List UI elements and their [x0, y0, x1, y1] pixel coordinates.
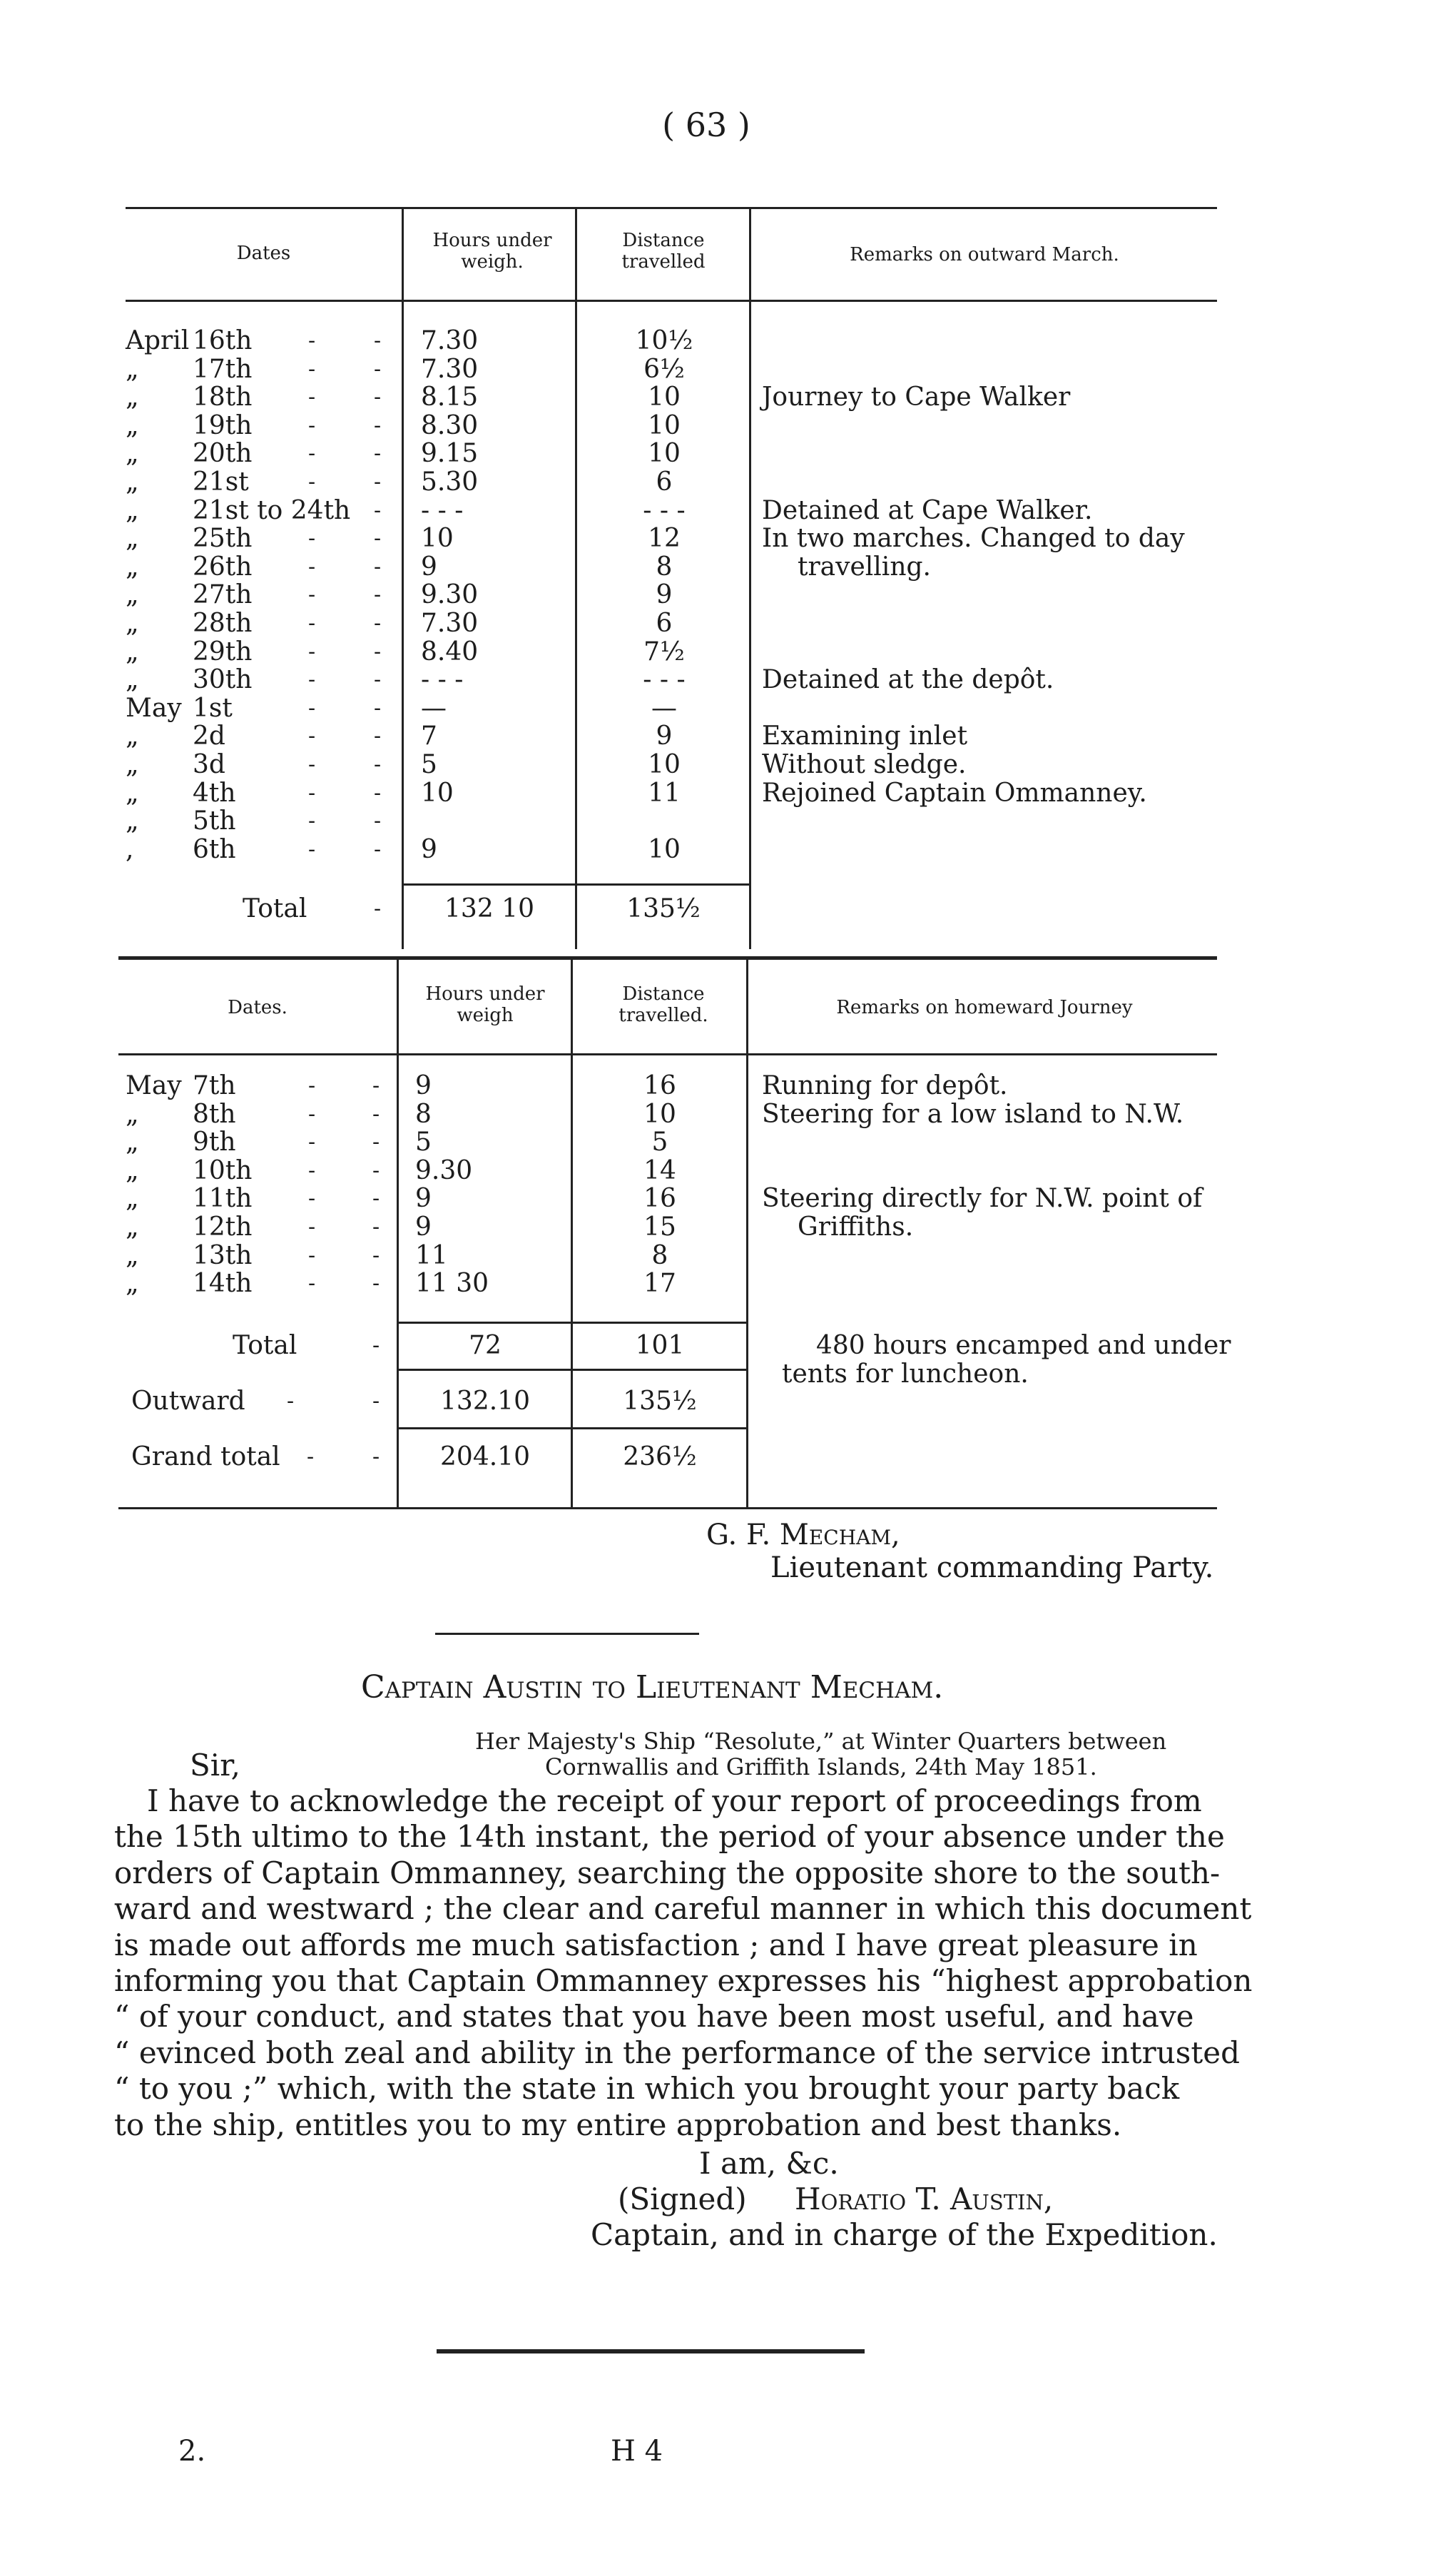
dash-leader: - [308, 582, 316, 608]
row-hours: - - - [421, 665, 464, 695]
row-hours: 8 [415, 1099, 432, 1129]
row-distance: - - - [643, 495, 686, 525]
letter-signed: (Signed) [618, 2182, 747, 2216]
row-hours: 8.15 [421, 382, 479, 412]
total-hours: 132 10 [444, 894, 534, 923]
row-date-prefix: „ [126, 1212, 139, 1242]
row-date-prefix: „ [126, 1128, 139, 1157]
row-hours: 9.15 [421, 439, 479, 469]
table-rule [402, 883, 751, 886]
row-date-prefix: , [126, 834, 134, 864]
total-label: Total [233, 1331, 297, 1360]
column-divider [402, 207, 404, 949]
row-remark: Examining inlet [762, 721, 968, 751]
dash-leader: - [308, 667, 316, 693]
table-rule [118, 956, 1217, 960]
letter-address-line: Her Majesty's Ship “Resolute,” at Winter Quarters between [475, 1728, 1167, 1755]
dash-leader: - [308, 780, 316, 806]
letter-heading-text: Captain Austin to Lieutenant Mecham. [361, 1669, 944, 1706]
row-date-prefix: April [126, 326, 190, 355]
total-distance: 101 [635, 1331, 685, 1360]
row-hours: 10 [421, 524, 454, 554]
table-rule [397, 1427, 748, 1429]
row-hours: 8.40 [421, 637, 479, 667]
dash-leader: - [308, 695, 316, 721]
row-distance: 10 [643, 1099, 676, 1129]
row-distance: 15 [643, 1212, 676, 1242]
row-date-prefix: „ [126, 665, 139, 695]
outward-hours: 132.10 [440, 1387, 530, 1416]
row-date: 3d [193, 750, 225, 779]
row-date-prefix: „ [126, 354, 139, 384]
column-header-remarks: Remarks on homeward Journey [836, 997, 1133, 1018]
row-remark: Rejoined Captain Ommanney. [762, 778, 1147, 808]
dash-leader: - [374, 441, 382, 467]
row-date-prefix: „ [126, 1099, 139, 1129]
row-date-prefix: „ [126, 1269, 139, 1299]
dash-leader: - [308, 1271, 316, 1297]
row-distance: 16 [643, 1071, 676, 1100]
dash-leader: - [308, 554, 316, 579]
row-date: 19th [193, 410, 253, 440]
row-date: 13th [193, 1240, 253, 1270]
row-hours: 11 30 [415, 1269, 489, 1299]
row-hours: 5.30 [421, 467, 479, 497]
letter-body-line: informing you that Captain Ommanney expresses his “highest approbation [114, 1963, 1253, 1998]
row-distance: 12 [648, 524, 681, 554]
dash-leader: - [374, 385, 382, 410]
row-date-prefix: „ [126, 552, 139, 582]
page-number: ( 63 ) [662, 106, 750, 144]
grand-total-distance: 236½ [623, 1442, 697, 1471]
row-hours: 7.30 [421, 326, 479, 355]
row-remark: Detained at Cape Walker. [762, 495, 1093, 525]
row-date: 2d [193, 721, 225, 751]
row-distance: 16 [643, 1184, 676, 1214]
dash-leader: - [374, 611, 382, 636]
row-date-prefix: „ [126, 778, 139, 808]
dash-leader: - [308, 611, 316, 636]
letter-salutation: Sir, [190, 1748, 241, 1783]
total-label: Total [243, 894, 307, 923]
sheet-mark: H 4 [611, 2435, 663, 2468]
row-distance: 10 [648, 410, 681, 440]
dash-leader: - [372, 1389, 380, 1414]
row-date: 16th [193, 326, 253, 355]
row-date-prefix: „ [126, 439, 139, 469]
signature-title: Lieutenant commanding Party. [770, 1551, 1214, 1584]
dash-leader: - [308, 836, 316, 862]
column-divider [575, 207, 577, 949]
row-hours: 9 [415, 1184, 432, 1214]
row-date: 7th [193, 1071, 236, 1100]
row-date-prefix: „ [126, 467, 139, 497]
outward-label: Outward [131, 1387, 245, 1416]
row-hours: 10 [421, 778, 454, 808]
dash-leader: - [374, 724, 382, 749]
letter-body-line: “ to you ;” which, with the state in which you brought your party back [114, 2071, 1180, 2107]
row-remark: Journey to Cape Walker [762, 382, 1071, 412]
row-remark: Steering for a low island to N.W. [762, 1099, 1184, 1129]
dash-leader: - [374, 356, 382, 382]
row-distance: - - - [643, 665, 686, 695]
row-hours: 9.30 [421, 580, 479, 610]
column-header-distance: Distance travelled. [618, 983, 708, 1026]
row-date: 6th [193, 834, 236, 864]
column-header-hours: Hours under weigh. [432, 230, 552, 273]
row-hours: 11 [415, 1240, 448, 1270]
row-hours: 9 [421, 834, 437, 864]
letter-closing: I am, &c. [699, 2146, 839, 2181]
dash-leader: - [308, 639, 316, 664]
dash-leader: - [308, 1186, 316, 1212]
row-hours: 5 [421, 750, 437, 779]
row-distance: 10 [648, 439, 681, 469]
row-hours: 5 [415, 1128, 432, 1157]
dash-leader: - [374, 526, 382, 552]
dash-leader: - [307, 1444, 315, 1469]
row-hours: 9 [415, 1212, 432, 1242]
row-hours: 9 [415, 1071, 432, 1100]
row-distance: 10½ [635, 326, 693, 355]
column-header-remarks: Remarks on outward March. [850, 244, 1119, 265]
signature-name: G. F. Mecham, [706, 1519, 900, 1551]
row-date: 5th [193, 806, 236, 836]
row-remark: Griffiths. [798, 1212, 914, 1242]
dash-leader: - [308, 470, 316, 495]
row-date: 26th [193, 552, 253, 582]
table-rule [397, 1369, 748, 1371]
letter-body-line: “ evinced both zeal and ability in the performance of the service intrusted [114, 2035, 1240, 2070]
row-distance: 6½ [643, 354, 685, 384]
row-date: 14th [193, 1269, 253, 1299]
row-date: 10th [193, 1155, 253, 1185]
row-date-prefix: „ [126, 524, 139, 554]
dash-leader: - [308, 724, 316, 749]
letter-signer: Horatio T. Austin, [795, 2182, 1054, 2216]
row-hours: - - - [421, 495, 464, 525]
dash-leader: - [374, 328, 382, 353]
total-remark: 480 hours encamped and under [816, 1331, 1231, 1360]
dash-leader: - [308, 809, 316, 834]
letter-heading [361, 1670, 943, 1706]
dash-leader: - [308, 752, 316, 777]
table-rule [397, 1322, 748, 1324]
row-distance: 5 [651, 1128, 668, 1157]
row-distance: 8 [651, 1240, 668, 1270]
table-rule [118, 1053, 1217, 1055]
row-date: 21st [193, 467, 249, 497]
dash-leader: - [374, 412, 382, 438]
column-divider [746, 959, 748, 1509]
dash-leader: - [308, 385, 316, 410]
dash-leader: - [372, 1130, 380, 1155]
row-hours: 7 [421, 721, 437, 751]
dash-leader: - [374, 582, 382, 608]
row-distance: 6 [656, 467, 673, 497]
dash-leader: - [372, 1215, 380, 1240]
row-date: 25th [193, 524, 253, 554]
row-date-prefix: „ [126, 410, 139, 440]
row-hours: — [421, 693, 447, 723]
letter-body-line: ward and westward ; the clear and careful manner in which this document [114, 1891, 1252, 1927]
dash-leader: - [308, 328, 316, 353]
row-date-prefix: „ [126, 806, 139, 836]
row-distance: 17 [643, 1269, 676, 1299]
row-date: 11th [193, 1184, 253, 1214]
row-distance: 11 [648, 778, 681, 808]
row-hours: 7.30 [421, 609, 479, 638]
table-rule [126, 207, 1217, 209]
row-hours: 9 [421, 552, 437, 582]
dash-leader: - [374, 497, 382, 523]
row-date: 12th [193, 1212, 253, 1242]
grand-total-label: Grand total [131, 1442, 280, 1471]
row-remark: Without sledge. [762, 750, 967, 779]
row-distance: 6 [656, 609, 673, 638]
letter-body-line: I have to acknowledge the receipt of your report of proceedings from [147, 1783, 1202, 1818]
row-date: 21st to 24th [193, 495, 351, 525]
row-distance: 10 [648, 834, 681, 864]
dash-leader: - [372, 1242, 380, 1268]
row-hours: 8.30 [421, 410, 479, 440]
row-distance: 10 [648, 750, 681, 779]
dash-leader: - [372, 1333, 380, 1358]
total-distance: 135½ [626, 894, 701, 923]
letter-body-line: “ of your conduct, and states that you have been most useful, and have [114, 1999, 1194, 2035]
dash-leader: - [374, 896, 382, 921]
dash-leader: - [308, 1215, 316, 1240]
dash-leader: - [372, 1157, 380, 1183]
row-date-prefix: „ [126, 1184, 139, 1214]
row-date: 17th [193, 354, 253, 384]
dash-leader: - [372, 1271, 380, 1297]
dash-leader: - [374, 695, 382, 721]
row-distance: 9 [656, 721, 673, 751]
row-distance: 8 [656, 552, 673, 582]
dash-leader: - [308, 412, 316, 438]
row-remark: travelling. [798, 552, 931, 582]
dash-leader: - [374, 752, 382, 777]
row-date: 20th [193, 439, 253, 469]
dash-leader: - [374, 780, 382, 806]
table-rule [118, 1507, 1217, 1509]
dash-leader: - [308, 356, 316, 382]
row-date-prefix: „ [126, 609, 139, 638]
dash-leader: - [308, 526, 316, 552]
row-remark: Detained at the depôt. [762, 665, 1054, 695]
dash-leader: - [372, 1444, 380, 1469]
dash-leader: - [308, 1073, 316, 1098]
row-date-prefix: „ [126, 721, 139, 751]
dash-leader: - [308, 441, 316, 467]
row-hours: 9.30 [415, 1155, 473, 1185]
row-date: 9th [193, 1128, 236, 1157]
row-hours: 7.30 [421, 354, 479, 384]
dash-leader: - [372, 1101, 380, 1127]
dash-leader: - [374, 809, 382, 834]
table-rule [126, 300, 1217, 302]
row-date-prefix: May [126, 693, 182, 723]
dash-leader: - [374, 470, 382, 495]
dash-leader: - [308, 1130, 316, 1155]
row-date: 1st [193, 693, 233, 723]
dash-leader: - [287, 1389, 295, 1414]
row-date: 28th [193, 609, 253, 638]
dash-leader: - [374, 639, 382, 664]
dash-leader: - [374, 836, 382, 862]
column-divider [749, 207, 751, 949]
row-date: 29th [193, 637, 253, 667]
column-divider [397, 959, 399, 1509]
dash-leader: - [372, 1186, 380, 1212]
letter-body-line: the 15th ultimo to the 14th instant, the period of your absence under the [114, 1819, 1225, 1855]
column-header-distance: Distance travelled [621, 230, 706, 273]
outward-distance: 135½ [623, 1387, 697, 1416]
row-date-prefix: „ [126, 495, 139, 525]
letter-body-line: is made out affords me much satisfaction ; and I have great pleasure in [114, 1927, 1198, 1962]
row-date: 27th [193, 580, 253, 610]
column-header-dates: Dates. [228, 997, 287, 1018]
row-date-prefix: „ [126, 1240, 139, 1270]
grand-total-hours: 204.10 [440, 1442, 530, 1471]
row-date: 30th [193, 665, 253, 695]
dash-leader: - [308, 1101, 316, 1127]
row-date-prefix: „ [126, 1155, 139, 1185]
row-distance: — [651, 693, 677, 723]
row-date-prefix: May [126, 1071, 182, 1100]
letter-signer-title: Captain, and in charge of the Expedition. [591, 2217, 1218, 2252]
row-remark: Running for depôt. [762, 1071, 1008, 1100]
row-distance: 14 [643, 1155, 676, 1185]
dash-leader: - [372, 1073, 380, 1098]
column-divider [571, 959, 573, 1509]
letter-body-line: to the ship, entitles you to my entire approbation and best thanks. [114, 2107, 1122, 2142]
total-remark: tents for luncheon. [782, 1359, 1029, 1389]
row-distance: 9 [656, 580, 673, 610]
column-header-hours: Hours under weigh [425, 983, 545, 1026]
row-date-prefix: „ [126, 637, 139, 667]
row-date-prefix: „ [126, 580, 139, 610]
end-divider [437, 2349, 865, 2353]
row-remark: Steering directly for N.W. point of [762, 1184, 1203, 1214]
signature-mark: 2. [178, 2435, 206, 2468]
row-date-prefix: „ [126, 750, 139, 779]
row-distance: 10 [648, 382, 681, 412]
row-date: 18th [193, 382, 253, 412]
dash-leader: - [374, 667, 382, 693]
row-date-prefix: „ [126, 382, 139, 412]
dash-leader: - [308, 1157, 316, 1183]
total-hours: 72 [469, 1331, 502, 1360]
row-remark: In two marches. Changed to day [762, 524, 1185, 554]
section-divider [435, 1633, 699, 1635]
letter-address-line: Cornwallis and Griffith Islands, 24th May 1851. [545, 1753, 1097, 1780]
row-date: 8th [193, 1099, 236, 1129]
dash-leader: - [308, 1242, 316, 1268]
row-date: 4th [193, 778, 236, 808]
dash-leader: - [374, 554, 382, 579]
row-distance: 7½ [643, 637, 685, 667]
column-header-dates: Dates [236, 243, 291, 264]
letter-body-line: orders of Captain Ommanney, searching the opposite shore to the south- [114, 1855, 1221, 1890]
